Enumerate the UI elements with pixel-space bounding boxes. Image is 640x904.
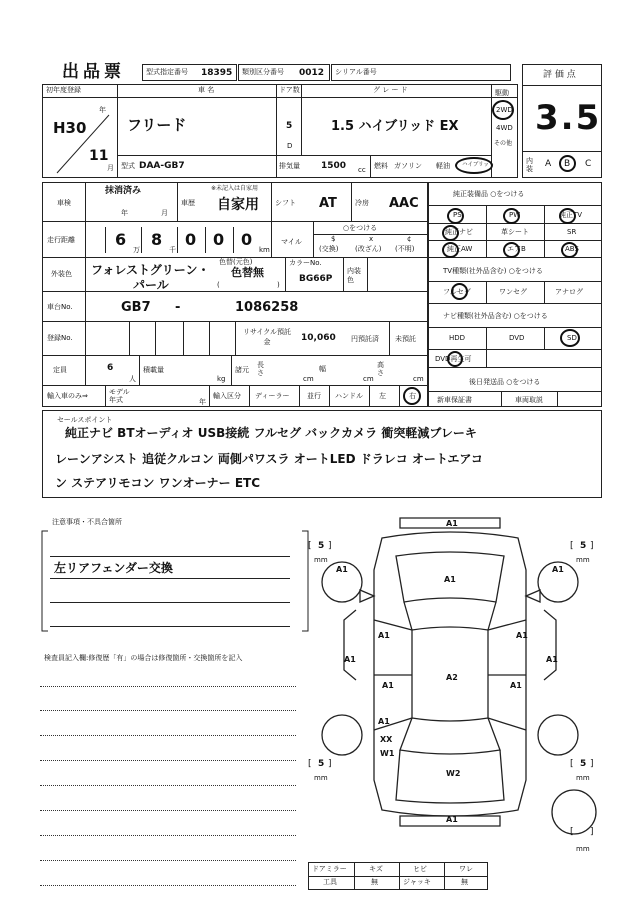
mark-left-rear-fender: XX — [380, 735, 393, 744]
dvd-playable-circle — [447, 351, 463, 367]
mileage-digit-4: 0 — [213, 230, 225, 249]
color-name-line2: パール — [133, 278, 169, 292]
mark-left-rear-door: A1 — [382, 681, 394, 690]
page-title: 出品票 — [62, 62, 125, 82]
type-code: DAA-GB7 — [139, 161, 185, 171]
color-code: BG66P — [299, 274, 333, 284]
model-no: 18395 — [201, 68, 233, 78]
equip-tv-circle — [559, 208, 576, 224]
tire-rr-depth: 5 — [580, 759, 587, 769]
grade: 1.5 ハイブリッド EX — [331, 119, 459, 134]
mark-left-pillar: A1 — [344, 655, 356, 664]
first-reg-era: H30 — [53, 119, 87, 137]
tire-rr-open: [ — [570, 759, 574, 769]
selling-point-line1: 純正ナビ BTオーディオ USB接続 フルセグ バックカメラ 衝突軽減ブレーキ — [65, 426, 477, 440]
first-reg-month: 11 — [89, 148, 109, 164]
tire-fl-open: [ — [308, 541, 312, 551]
tire-fl-close: ] — [328, 541, 332, 551]
mark-hood: A1 — [444, 575, 456, 584]
vehicle-info-block: 初年度登録 車 名 ドア数 グ レ ー ド H30 年 11 月 フリード 5 D 1.5 ハイブリッド EX 駆動 2WD 4WD その他 型式 DAA-GB7 排気量 1500 cc 燃料 ガソリン 軽油 ハイブリット — [42, 84, 518, 178]
rating-value: 3.5 — [535, 98, 602, 138]
equip-navi-circle — [442, 225, 459, 241]
mark-left-quarter: A1 — [378, 717, 390, 726]
accessories-table: ドアミラー キズ ヒビ ワレ 工具 無 ジャッキ 無 — [308, 862, 488, 890]
tire-rl-open: [ — [308, 759, 312, 769]
inspection-status: 抹消済み — [105, 186, 142, 196]
tire-spare-open: [ — [570, 827, 574, 837]
mark-left-front-door: A1 — [378, 631, 390, 640]
tire-fr-close: ] — [590, 541, 594, 551]
equip-abs-circle — [561, 242, 578, 258]
tire-rl-close: ] — [328, 759, 332, 769]
selling-point-line3: ン ステアリモコン ワンオーナー ETC — [55, 476, 261, 490]
equip-ps-circle — [447, 208, 464, 224]
defect-note-1: 左リアフェンダー交換 — [54, 561, 173, 575]
repaint-status: 色替無 — [231, 266, 264, 279]
mileage-digit-5: 0 — [241, 230, 253, 249]
vehicle-history: 自家用 — [217, 197, 259, 213]
air-conditioner: AAC — [389, 196, 419, 211]
mark-left-rear-wheel: W1 — [380, 749, 395, 758]
notes-bracket — [40, 527, 310, 637]
chassis-number: 1086258 — [235, 300, 299, 315]
recycle-amount: 10,060 — [301, 333, 336, 343]
mileage-digit-2: 8 — [151, 230, 163, 249]
equip-airbag-circle — [503, 242, 520, 258]
mark-rear-bumper: A1 — [446, 815, 458, 824]
equip-aw-circle — [442, 242, 459, 258]
fuel-hybrid-circle — [455, 157, 493, 174]
inspector-instructions: 検査員記入欄:修復歴「有」の場合は修復箇所・交換箇所を記入 — [44, 654, 243, 662]
serial-no-box: シリアル番号 — [331, 64, 511, 81]
capacity-count: 6 — [107, 363, 114, 373]
mileage-digit-3: 0 — [185, 230, 197, 249]
tire-rl-depth: 5 — [318, 759, 325, 769]
tire-spare-close: ] — [590, 827, 594, 837]
tv-fullseg-circle — [451, 283, 468, 300]
rating-box: 評 価 点 3.5 内装 A B C — [522, 64, 602, 178]
interior-b-circle — [559, 155, 576, 172]
tire-rr-close: ] — [590, 759, 594, 769]
mark-right-pillar: A1 — [546, 655, 558, 664]
mark-right-front-wheel: A1 — [552, 565, 564, 574]
mark-left-front-wheel: A1 — [336, 565, 348, 574]
tire-fr-open: [ — [570, 541, 574, 551]
model-no-box: 型式指定番号 18395 — [142, 64, 237, 81]
mark-roof: A2 — [446, 673, 458, 682]
equipment-panel: 純正装備品 ○をつける PS PW 純正TV 純正ナビ 革シート SR 純正AW エアB ABS TV種類(社外品含む) ○をつける フルセグ ワンセグ アナログ ナビ種類(社外品含む) ○をつける HDD DVD SD DVD再生可 後日発送品 ○をつける 新車保証書 車両取説 — [428, 182, 602, 407]
shift: AT — [319, 196, 337, 211]
spec-table: 車検 抹消済み 年 月 車歴 ※未記入は自家用 自家用 シフト AT 冷房 AAC 走行距離 6 万 8 千 0 0 0 km マイル ○をつける $ (交換) x (改ざん) ¢ (不明) 外装色 フォレストグリーン・ パール 色替(元色) 色替無 ( ) カラーNo. BG66P 内装色 車台No. GB7 - 1086258 登録No. リサイクル預託金 10,060 円預託済 未預託 定員 6 人 積載量 kg 諸元 長さ cm 幅 cm 高さ cm 輸入車のみ⇒ モデル年式 年 輸入区分 ディーラー 並行 ハンドル 左 右 — [42, 182, 428, 407]
mark-rear-gate: W2 — [446, 769, 461, 778]
drive-2wd-circle — [492, 100, 514, 120]
handle-right-circle — [403, 387, 421, 405]
mark-right-rear-door: A1 — [510, 681, 522, 690]
tire-fr-depth: 5 — [580, 541, 587, 551]
selling-points-box: セールスポイント 純正ナビ BTオーディオ USB接続 フルセグ バックカメラ 衝突軽減ブレーキ レーンアシスト 追従クルコン 両側パワスラ オートLED ドラレコ オートエアコ ン ステアリモコン ワンオーナー ETC — [42, 410, 602, 498]
mark-right-front-door: A1 — [516, 631, 528, 640]
tire-fl-depth: 5 — [318, 541, 325, 551]
nav-sd-circle — [560, 329, 580, 347]
car-name: フリード — [127, 116, 187, 134]
mileage-digit-1: 6 — [115, 230, 127, 249]
car-damage-diagram — [300, 510, 600, 850]
doors: 5 — [286, 121, 293, 131]
class-no-box: 類別区分番号 0012 — [238, 64, 330, 81]
displacement: 1500 — [321, 161, 347, 171]
selling-point-line2: レーンアシスト 追従クルコン 両側パワスラ オートLED ドラレコ オートエアコ — [55, 452, 483, 466]
mark-front-bumper: A1 — [446, 519, 458, 528]
color-name-line1: フォレストグリーン・ — [91, 263, 210, 277]
equip-pw-circle — [503, 208, 520, 224]
chassis-prefix: GB7 — [121, 300, 151, 315]
class-no: 0012 — [299, 68, 325, 78]
